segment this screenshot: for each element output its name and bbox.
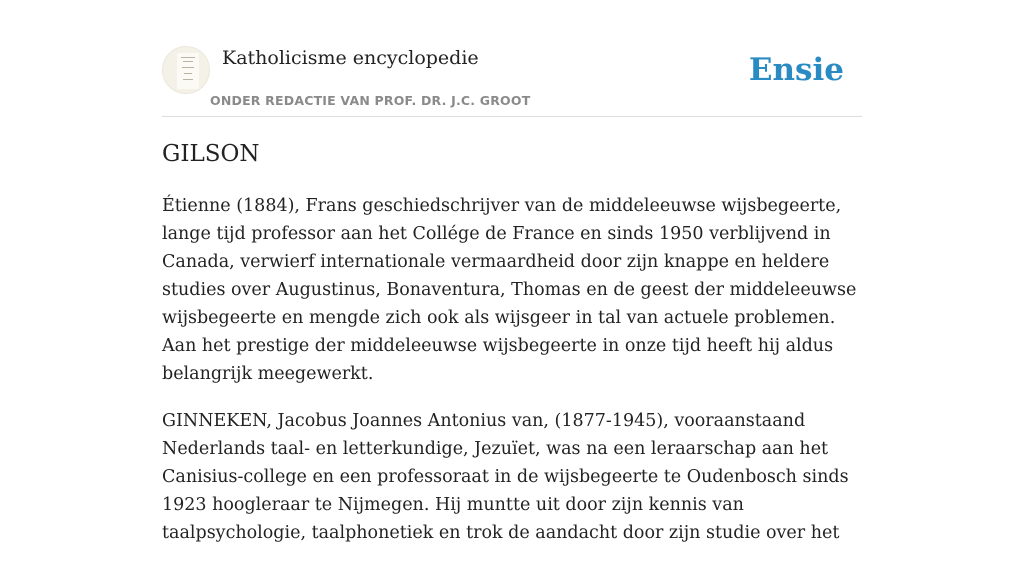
book-header (162, 0, 862, 117)
entry-paragraph: GINNEKEN, Jacobus Joannes Antonius van, (1877-1945), vooraanstaand Nederlands taal- en letterkundige, Jezuïet, was na een leraarschap aan het Canisius-college en een professoraat in de wijsbegeerte te Oudenbosch sinds 1923 hoogleraar te Nijmegen. Hij muntte uit door zijn kennis van taalpsychologie, taalphonetiek en trok de aandacht door zijn studie over het (162, 411, 849, 543)
book-cover-image[interactable] (162, 46, 210, 94)
book-editor-subtitle: ONDER REDACTIE VAN PROF. DR. J.C. GROOT (210, 93, 531, 108)
book-cover-page (177, 53, 199, 89)
entry-paragraph: Étienne (1884), Frans geschiedschrijver van de middeleeuwse wijsbegeerte, lange tijd professor aan het Collége de France en sinds 1950 verblijvend in Canada, verwierf internationale vermaardheid door zijn knappe en heldere studies over Augustinus, Bonaventura, Thomas en de geest der middeleeuwse wijsbegeerte en mengde zich ook als wijsgeer in tal van actuele problemen. Aan het prestige der middeleeuwse wijsbegeerte in onze tijd heeft hij aldus belangrijk meegewerkt. (162, 196, 857, 384)
book-title[interactable]: Katholicisme encyclopedie (222, 47, 479, 69)
entry-title: GILSON (162, 141, 260, 167)
entry-content (162, 192, 862, 566)
ensie-logo[interactable]: Ensie (748, 52, 844, 88)
page (162, 0, 862, 543)
